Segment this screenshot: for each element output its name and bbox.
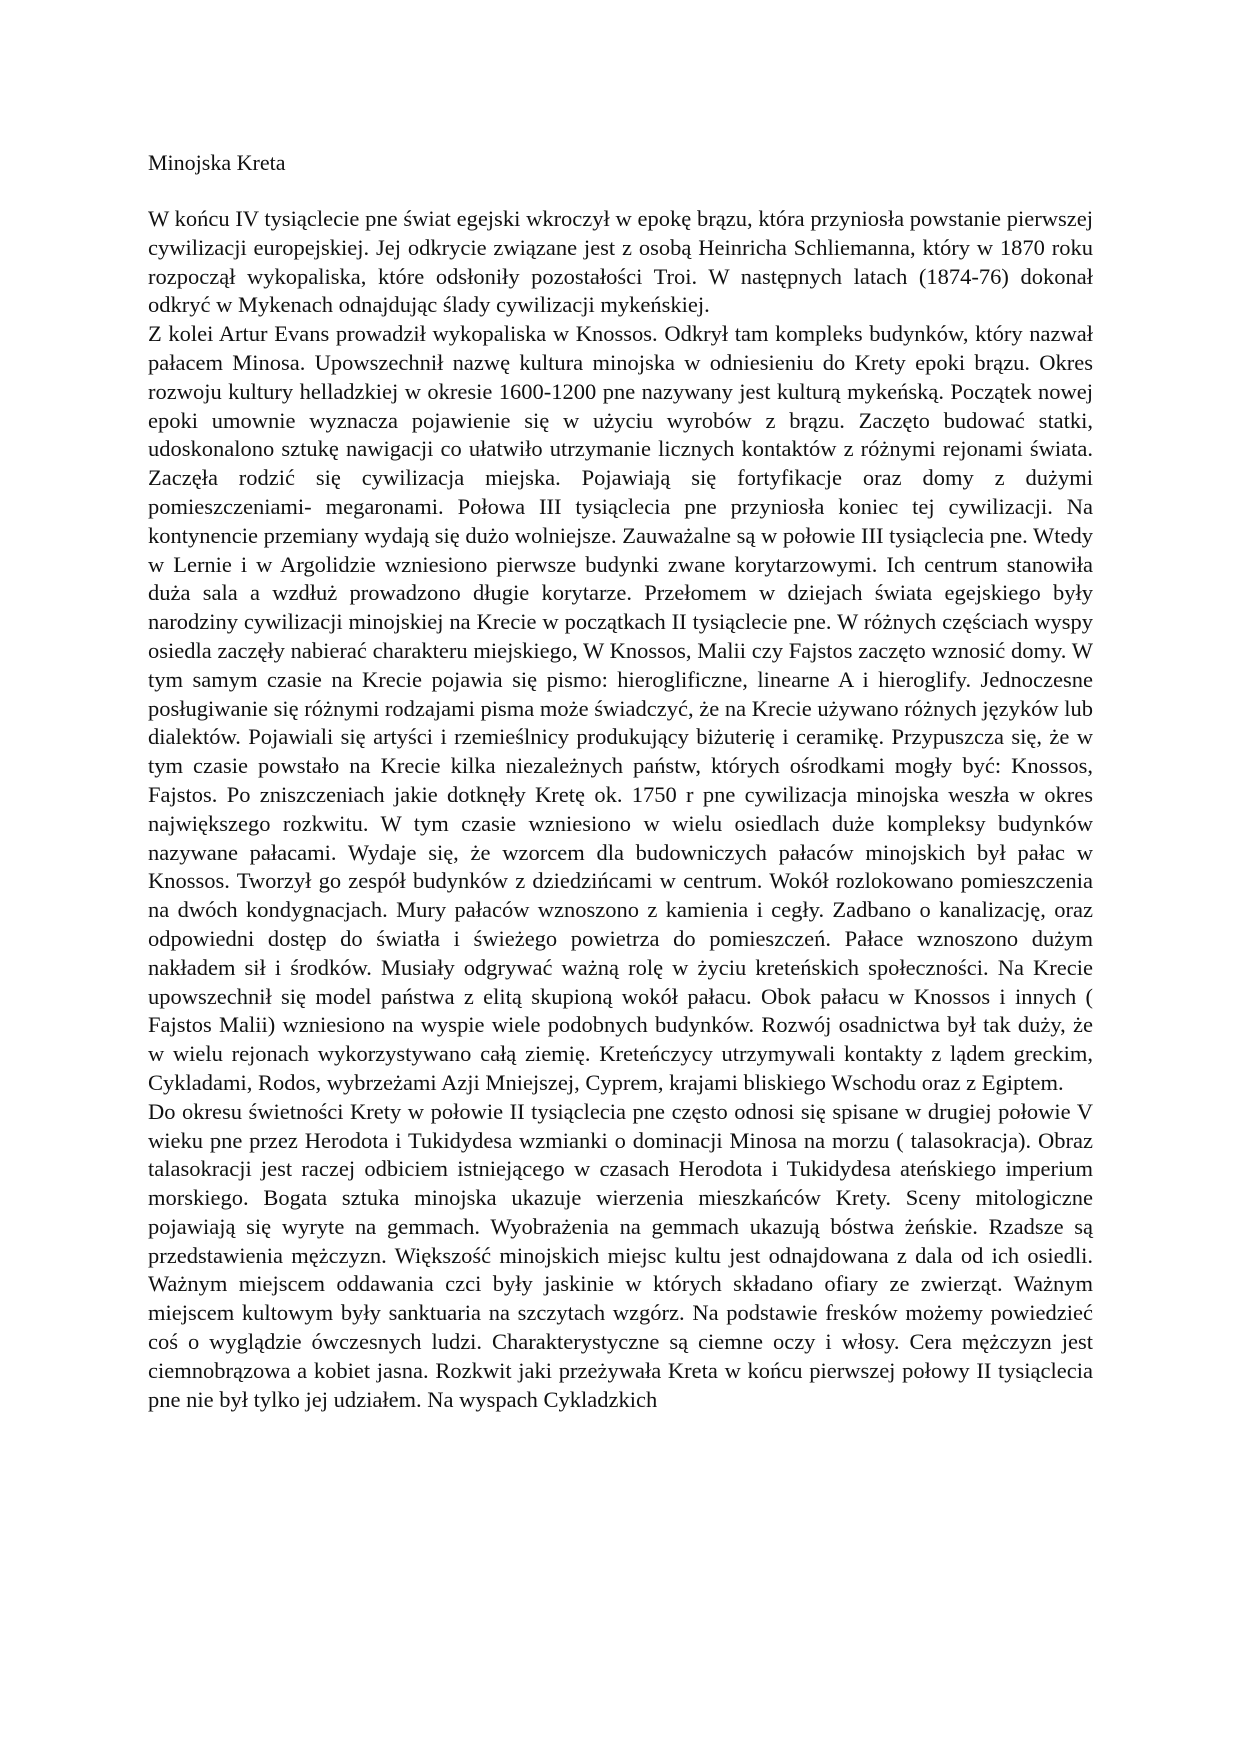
document-body — [148, 205, 1093, 1414]
document-title: Minojska Kreta — [148, 150, 286, 175]
paragraph: Z kolei Artur Evans prowadził wykopaliska w Knossos. Odkrył tam kompleks budynków, który nazwał pałacem Minosa. Upowszechnił nazwę kultura minojska w odniesieniu do Krety epoki brązu. Okres rozwoju kultury helladzkiej w okresie 1600-1200 pne nazywany jest kulturą mykeńską. Początek nowej epoki umownie wyznacza pojawienie się w użyciu wyrobów z brązu. Zaczęto budować statki, udoskonalono sztukę nawigacji co ułatwiło utrzymanie licznych kontaktów z różnymi rejonami świata. Zaczęła rodzić się cywilizacja miejska. Pojawiają się fortyfikacje oraz domy z dużymi pomieszczeniami- megaronami. Połowa III tysiąclecia pne przyniosła koniec tej cywilizacji. Na kontynencie przemiany wydają się dużo wolniejsze. Zauważalne są w połowie III tysiąclecia pne. Wtedy w Lernie i w Argolidzie wzniesiono pierwsze budynki zwane korytarzowymi. Ich centrum stanowiła duża sala a wzdłuż prowadzono długie korytarze. Przełomem w dziejach świata egejskiego były narodziny cywilizacji minojskiej na Krecie w początkach II tysiąclecie pne. W różnych częściach wyspy osiedla zaczęły nabierać charakteru miejskiego, W Knossos, Malii czy Fajstos zaczęto wznosić domy. W tym samym czasie na Krecie pojawia się pismo: hieroglificzne, linearne A i hieroglify. Jednoczesne posługiwanie się różnymi rodzajami pisma może świadczyć, że na Krecie używano różnych języków lub dialektów. Pojawiali się artyści i rzemieślnicy produkujący biżuterię i ceramikę. Przypuszcza się, że w tym czasie powstało na Krecie kilka niezależnych państw, których ośrodkami mogły być: Knossos, Fajstos. Po zniszczeniach jakie dotknęły Kretę ok. 1750 r pne cywilizacja minojska weszła w okres największego rozkwitu. W tym czasie wzniesiono w wielu osiedlach duże kompleksy budynków nazywane pałacami. Wydaje się, że wzorcem dla budowniczych pałaców minojskich był pałac w Knossos. Tworzył go zespół budynków z dziedzińcami w centrum. Wokół rozlokowano pomieszczenia na dwóch kondygnacjach. Mury pałaców wznoszono z kamienia i cegły. Zadbano o kanalizację, oraz odpowiedni dostęp do światła i świeżego powietrza do pomieszczeń. Pałace wznoszono dużym nakładem sił i środków. Musiały odgrywać ważną rolę w życiu kreteńskich społeczności. Na Krecie upowszechnił się model państwa z elitą skupioną wokół pałacu. Obok pałacu w Knossos i innych ( Fajstos Malii) wzniesiono na wyspie wiele podobnych budynków. Rozwój osadnictwa był tak duży, że w wielu rejonach wykorzystywano całą ziemię. Kreteńczycy utrzymywali kontakty z lądem greckim, Cykladami, Rodos, wybrzeżami Azji Mniejszej, Cyprem, krajami bliskiego Wschodu oraz z Egiptem. — [148, 321, 1093, 1095]
paragraph: Do okresu świetności Krety w połowie II tysiąclecia pne często odnosi się spisane w drugiej połowie V wieku pne przez Herodota i Tukidydesa wzmianki o dominacji Minosa na morzu ( talasokracja). Obraz talasokracji jest raczej odbiciem istniejącego w czasach Herodota i Tukidydesa ateńskiego imperium morskiego. Bogata sztuka minojska ukazuje wierzenia mieszkańców Krety. Sceny mitologiczne pojawiają się wyryte na gemmach. Wyobrażenia na gemmach ukazują bóstwa żeńskie. Rzadsze są przedstawienia mężczyzn. Większość minojskich miejsc kultu jest odnajdowana z dala od ich osiedli. Ważnym miejscem oddawania czci były jaskinie w których składano ofiary ze zwierząt. Ważnym miejscem kultowym były sanktuaria na szczytach wzgórz. Na podstawie fresków możemy powiedzieć coś o wyglądzie ówczesnych ludzi. Charakterystyczne są ciemne oczy i włosy. Cera mężczyzn jest ciemnobrązowa a kobiet jasna. Rozkwit jaki przeżywała Kreta w końcu pierwszej połowy II tysiąclecia pne nie był tylko jej udziałem. Na wyspach Cykladzkich — [148, 1098, 1093, 1412]
paragraph: W końcu IV tysiąclecie pne świat egejski wkroczył w epokę brązu, która przyniosła powstanie pierwszej cywilizacji europejskiej. Jej odkrycie związane jest z osobą Heinricha Schliemanna, który w 1870 roku rozpoczął wykopaliska, które odsłoniły pozostałości Troi. W następnych latach (1874-76) dokonał odkryć w Mykenach odnajdując ślady cywilizacji mykeńskiej. — [148, 206, 1093, 318]
